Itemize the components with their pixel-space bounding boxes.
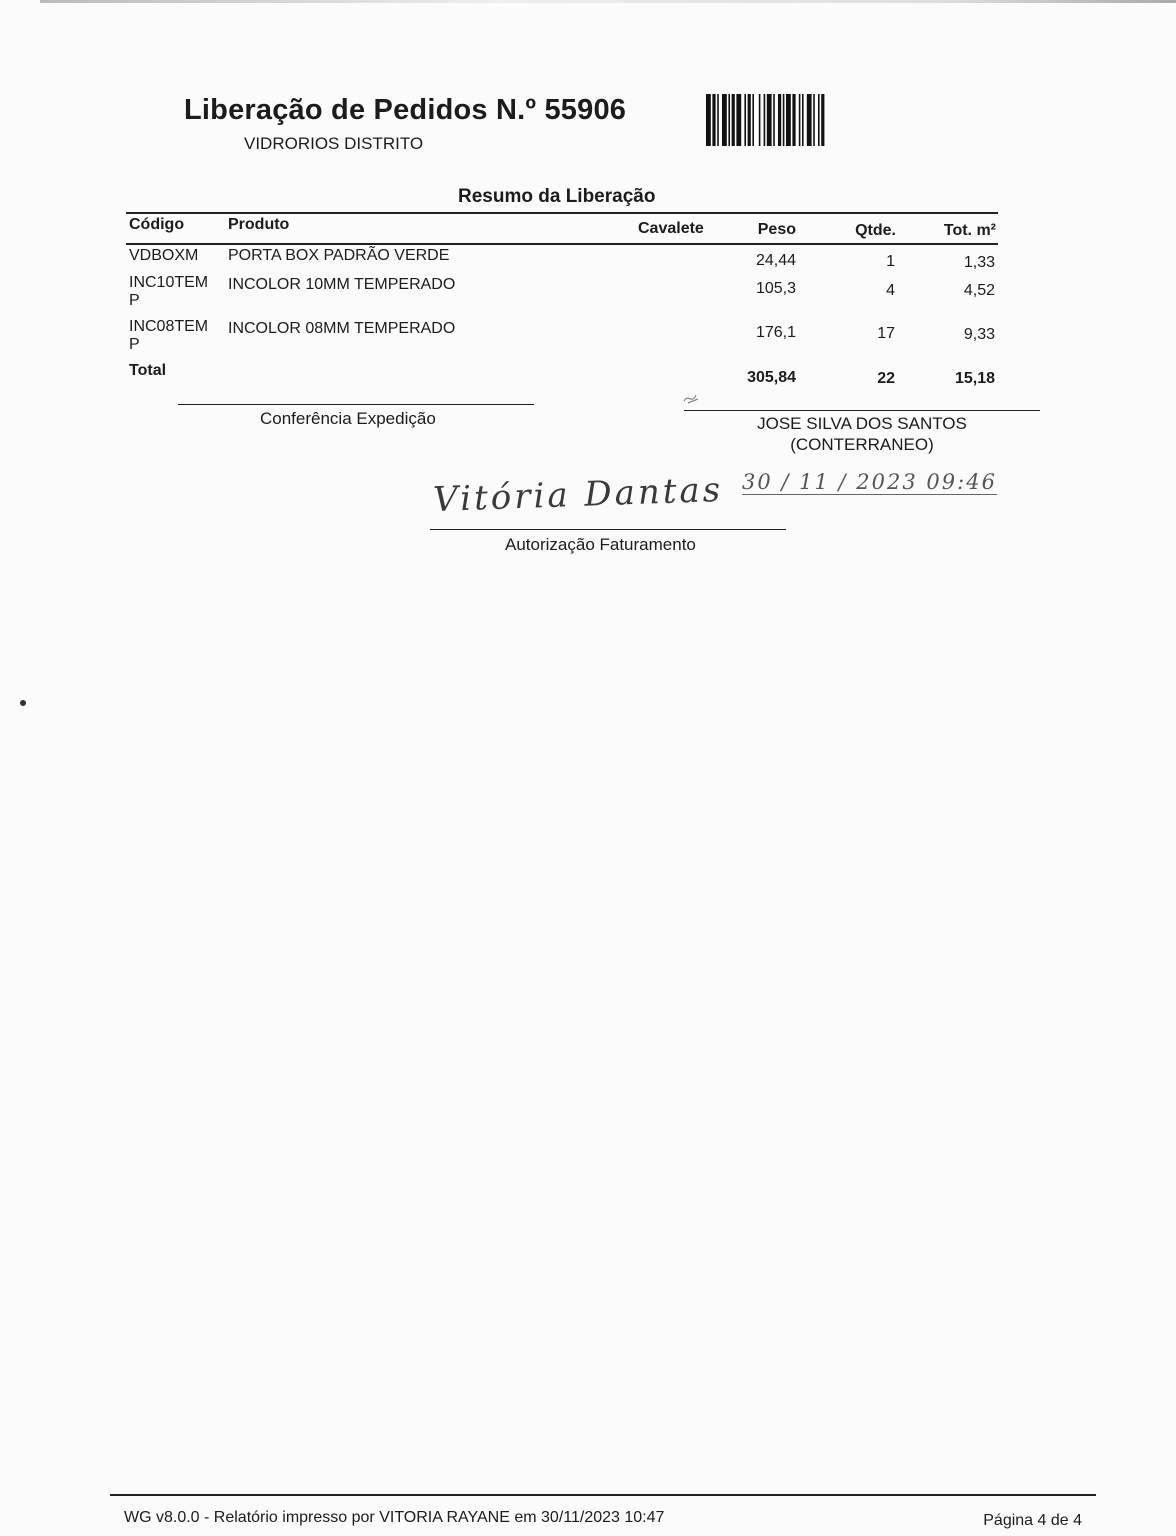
scan-edge-top [40,0,1176,3]
row-2-tot-m2: 4,52 [963,282,995,299]
row-3-tot-m2: 9,33 [963,326,995,343]
footer-printed-by: WG v8.0.0 - Relatório impresso por VITORIA RAYANE em 30/11/2023 10:47 [124,1509,665,1526]
authorization-label: Autorização Faturamento [505,535,696,554]
row-3-codigo: INC08TEM P [129,318,209,353]
row-2-codigo: INC10TEM P [129,274,209,309]
col-header-cavalete: Cavalete [638,220,704,237]
total-peso: 305,84 [747,369,796,386]
company-name: VIDRORIOS DISTRITO [244,134,424,153]
total-tot-m2: 15,18 [954,370,995,387]
driver-name: JOSE SILVA DOS SANTOS [757,414,967,433]
row-2-peso: 105,3 [755,280,796,297]
barcode-icon [704,94,880,146]
row-3-produto: INCOLOR 08MM TEMPERADO [228,320,456,337]
row-2-produto: INCOLOR 10MM TEMPERADO [228,276,456,293]
handwritten-datetime: 30 / 11 / 2023 09:46 [742,470,997,494]
col-header-qtde: Qtde. [855,222,896,239]
authorization-signature-line [430,529,786,530]
footer-rule [110,1494,1096,1496]
conferencia-signature-line [178,404,534,405]
row-1-codigo: VDBOXM [129,247,199,264]
table-top-rule [126,212,998,214]
col-header-peso: Peso [757,221,796,238]
conferencia-label: Conferência Expedição [260,409,436,428]
footer-page-number: Página 4 de 4 [983,1512,1082,1529]
scan-speck [20,700,26,706]
summary-title: Resumo da Liberação [458,186,656,207]
col-header-produto: Produto [228,216,290,233]
row-3-qtde: 17 [877,325,895,342]
row-2-qtde: 4 [886,282,895,299]
table-header-rule [126,243,998,245]
total-label: Total [129,362,167,379]
authorization-signature: Vitória Dantas [432,469,724,520]
driver-signature-line [684,410,1040,411]
row-1-peso: 24,44 [755,252,796,269]
signature-tick-mark [682,391,702,407]
row-1-qtde: 1 [886,253,895,270]
row-1-tot-m2: 1,33 [963,254,995,271]
driver-note: (CONTERRANEO) [790,435,934,454]
row-1-produto: PORTA BOX PADRÃO VERDE [228,247,450,264]
total-qtde: 22 [877,370,895,387]
row-3-peso: 176,1 [755,324,796,341]
col-header-codigo: Código [129,216,185,233]
col-header-tot-m2: Tot. m² [943,222,996,239]
document-title: Liberação de Pedidos N.º 55906 [184,94,627,126]
